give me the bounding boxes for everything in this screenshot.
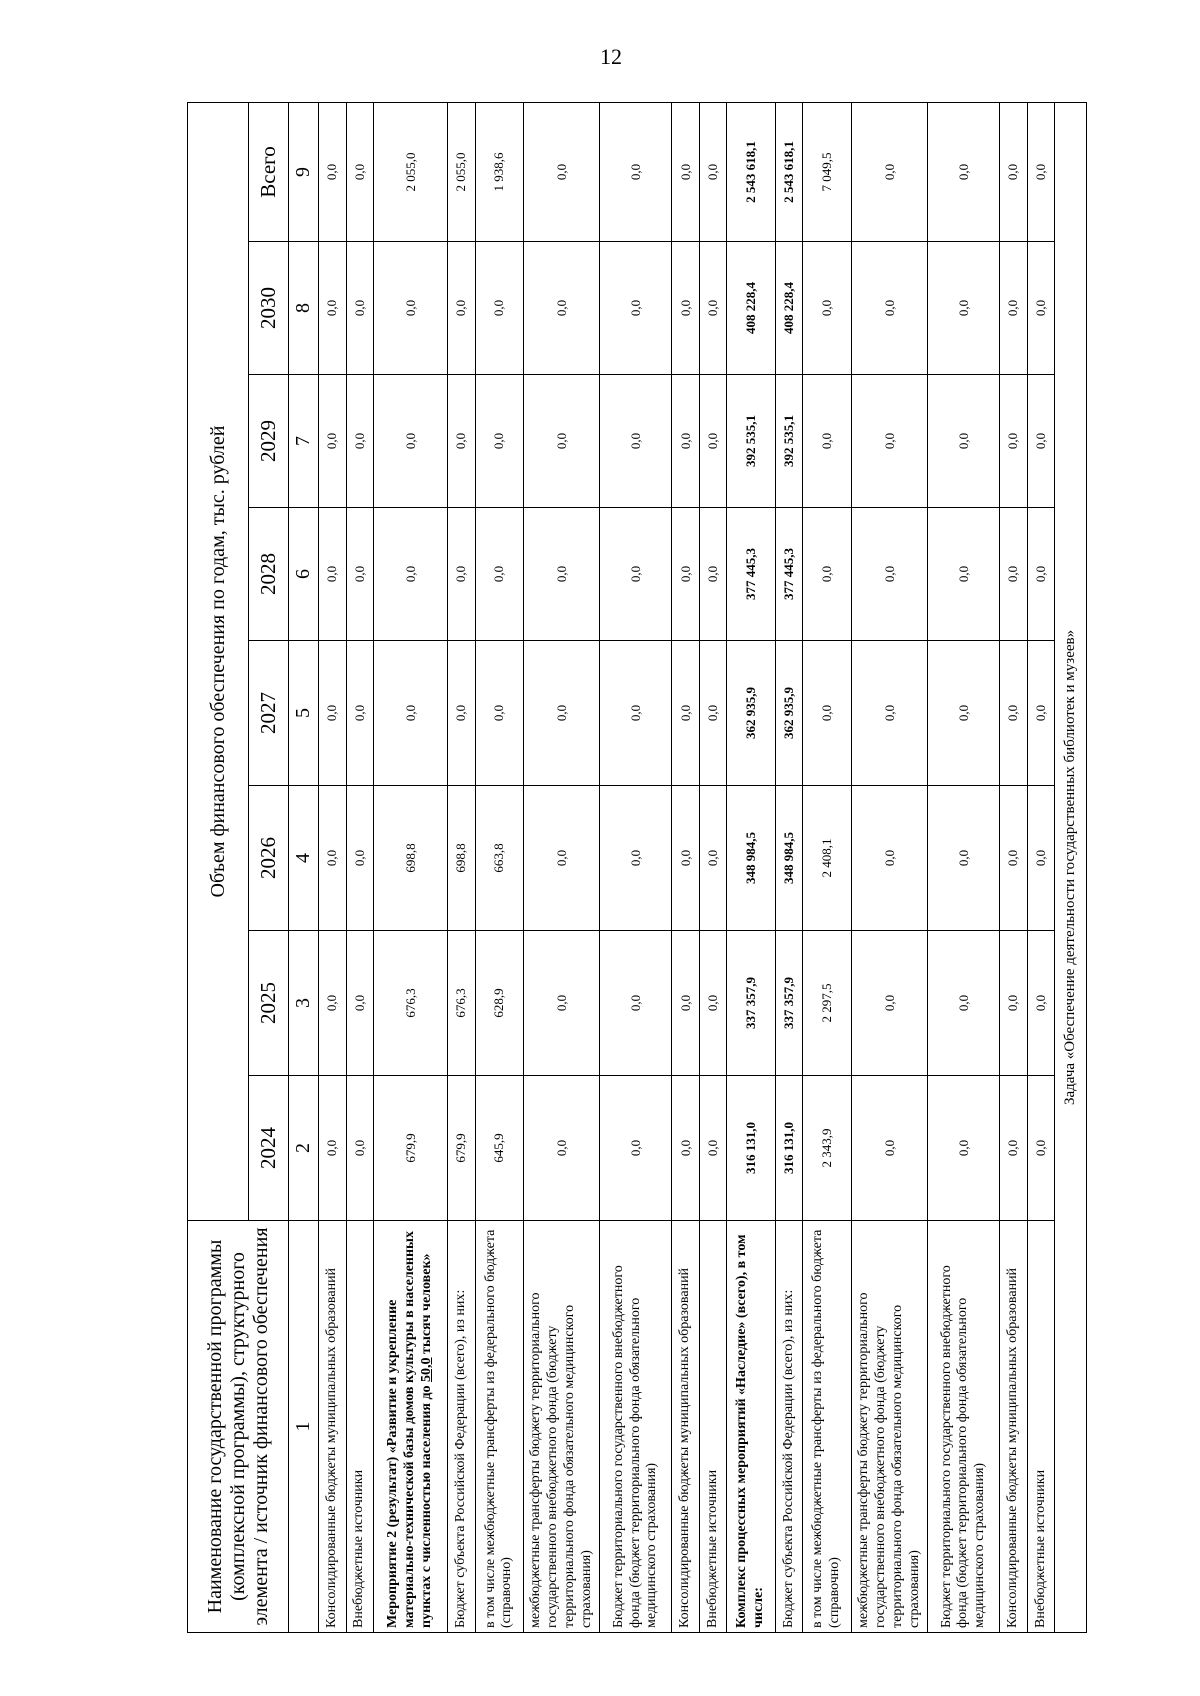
- cell-value: 0,0: [672, 242, 699, 375]
- row-name: Консолидированные бюджеты муниципальных образований: [1000, 1221, 1027, 1633]
- cell-value: 0,0: [672, 641, 699, 786]
- cell-value: 0,0: [448, 641, 475, 786]
- cell-value: 0,0: [475, 375, 524, 508]
- cell-value: 0,0: [346, 1076, 373, 1221]
- table-row: [475, 102, 524, 1632]
- header-total: Всего: [249, 102, 289, 241]
- cell-value: 0,0: [319, 375, 346, 508]
- column-number: 9: [289, 102, 319, 241]
- cell-value: 663,8: [475, 786, 524, 931]
- cell-value: 0,0: [600, 508, 672, 641]
- cell-value: 0,0: [346, 375, 373, 508]
- cell-value: 1 938,6: [475, 102, 524, 241]
- table-row: [928, 102, 1000, 1632]
- row-name: Внебюджетные источники: [699, 1221, 726, 1633]
- cell-value: 0,0: [672, 508, 699, 641]
- cell-value: 0,0: [672, 102, 699, 241]
- cell-value: 377 445,3: [775, 508, 802, 641]
- cell-value: 0,0: [346, 102, 373, 241]
- cell-value: 0,0: [374, 242, 448, 375]
- column-number: 1: [289, 1221, 319, 1633]
- header-volume: Объем финансового обеспечения по годам, тыс. рублей: [188, 102, 249, 1220]
- cell-value: 0,0: [928, 508, 1000, 641]
- cell-value: 2 055,0: [448, 102, 475, 241]
- cell-value: 0,0: [448, 508, 475, 641]
- cell-value: 0,0: [1000, 931, 1027, 1076]
- column-number: 4: [289, 786, 319, 931]
- cell-value: 0,0: [1027, 375, 1054, 508]
- cell-value: 408 228,4: [727, 242, 776, 375]
- cell-value: 0,0: [374, 641, 448, 786]
- table-row: [699, 102, 726, 1632]
- cell-value: 0,0: [319, 641, 346, 786]
- cell-value: 0,0: [699, 102, 726, 241]
- cell-value: 0,0: [928, 786, 1000, 931]
- cell-value: 0,0: [1000, 1076, 1027, 1221]
- cell-value: 0,0: [928, 931, 1000, 1076]
- column-number: 5: [289, 641, 319, 786]
- row-name-part: Мероприятие 2 (результат) «Развитие и укрепление материально-технической базы домов культуры в населенных пунктах с численностью населения до: [385, 1231, 434, 1628]
- row-name: Консолидированные бюджеты муниципальных образований: [672, 1221, 699, 1633]
- cell-value: 2 055,0: [374, 102, 448, 241]
- cell-value: 0,0: [852, 242, 928, 375]
- table-row: [727, 102, 776, 1632]
- cell-value: 0,0: [672, 375, 699, 508]
- cell-value: 0,0: [699, 508, 726, 641]
- page-number: 12: [600, 44, 622, 69]
- header-year: 2025: [249, 931, 289, 1076]
- column-number: 2: [289, 1076, 319, 1221]
- cell-value: 0,0: [319, 1076, 346, 1221]
- cell-value: 0,0: [699, 641, 726, 786]
- rotated-table-container: [187, 103, 1087, 1633]
- cell-value: 0,0: [524, 508, 600, 641]
- row-name: Бюджет территориального государственного внебюджетного фонда (бюджет территориального фонда обязательного медицинского страхования): [600, 1221, 672, 1633]
- cell-value: 0,0: [852, 102, 928, 241]
- row-name-underlined: 50,0: [418, 1357, 434, 1382]
- cell-value: 0,0: [699, 375, 726, 508]
- cell-value: 408 228,4: [775, 242, 802, 375]
- cell-value: 0,0: [928, 375, 1000, 508]
- cell-value: 676,3: [374, 931, 448, 1076]
- row-name: [374, 1221, 448, 1633]
- cell-value: 0,0: [600, 641, 672, 786]
- cell-value: 0,0: [803, 242, 852, 375]
- cell-value: 2 408,1: [803, 786, 852, 931]
- cell-value: 2 543 618,1: [727, 102, 776, 241]
- cell-value: 0,0: [852, 786, 928, 931]
- row-name: межбюджетные трансферты бюджету территориального государственного внебюджетного фонда (бюджету территориального фонда обязательного медицинского страхования): [852, 1221, 928, 1633]
- header-year: 2030: [249, 242, 289, 375]
- column-number: 3: [289, 931, 319, 1076]
- cell-value: 337 357,9: [727, 931, 776, 1076]
- cell-value: 0,0: [1000, 102, 1027, 241]
- table-row: [1055, 102, 1087, 1632]
- column-number: 7: [289, 375, 319, 508]
- cell-value: 0,0: [524, 931, 600, 1076]
- cell-value: 0,0: [1027, 1076, 1054, 1221]
- row-name: Консолидированные бюджеты муниципальных образований: [319, 1221, 346, 1633]
- cell-value: 645,9: [475, 1076, 524, 1221]
- cell-value: 0,0: [346, 786, 373, 931]
- cell-value: 0,0: [524, 242, 600, 375]
- financing-table: [187, 102, 1087, 1633]
- cell-value: 0,0: [448, 375, 475, 508]
- cell-value: 0,0: [803, 641, 852, 786]
- cell-value: 0,0: [852, 508, 928, 641]
- cell-value: 0,0: [672, 786, 699, 931]
- cell-value: 0,0: [928, 102, 1000, 241]
- row-name-part: тысяч человек»: [418, 1253, 434, 1358]
- cell-value: 0,0: [852, 375, 928, 508]
- row-name: Внебюджетные источники: [1027, 1221, 1054, 1633]
- cell-value: 679,9: [374, 1076, 448, 1221]
- cell-value: 0,0: [1000, 242, 1027, 375]
- cell-value: 698,8: [448, 786, 475, 931]
- header-year: 2024: [249, 1076, 289, 1221]
- cell-value: 0,0: [319, 931, 346, 1076]
- cell-value: 0,0: [346, 931, 373, 1076]
- cell-value: 0,0: [524, 375, 600, 508]
- cell-value: 0,0: [1027, 931, 1054, 1076]
- cell-value: 316 131,0: [775, 1076, 802, 1221]
- cell-value: 676,3: [448, 931, 475, 1076]
- cell-value: 0,0: [1027, 786, 1054, 931]
- cell-value: 392 535,1: [775, 375, 802, 508]
- cell-value: 0,0: [319, 242, 346, 375]
- cell-value: 0,0: [803, 375, 852, 508]
- cell-value: 0,0: [1000, 786, 1027, 931]
- cell-value: 0,0: [672, 931, 699, 1076]
- table-row: [319, 102, 346, 1632]
- table-row: [346, 102, 373, 1632]
- cell-value: 0,0: [1027, 242, 1054, 375]
- table-row: [672, 102, 699, 1632]
- cell-value: 679,9: [448, 1076, 475, 1221]
- cell-value: 0,0: [600, 786, 672, 931]
- cell-value: 392 535,1: [727, 375, 776, 508]
- column-number: 6: [289, 508, 319, 641]
- cell-value: 0,0: [524, 641, 600, 786]
- cell-value: 0,0: [852, 641, 928, 786]
- header-year: 2026: [249, 786, 289, 931]
- cell-value: 0,0: [699, 786, 726, 931]
- cell-value: 0,0: [1000, 641, 1027, 786]
- cell-value: 0,0: [803, 508, 852, 641]
- row-name: межбюджетные трансферты бюджету территориального государственного внебюджетного фонда (бюджету территориального фонда обязательного медицинского страхования): [524, 1221, 600, 1633]
- table-row: [524, 102, 600, 1632]
- table-row: [1027, 102, 1054, 1632]
- cell-value: 698,8: [374, 786, 448, 931]
- cell-value: 0,0: [346, 641, 373, 786]
- cell-value: 0,0: [699, 242, 726, 375]
- cell-value: 0,0: [319, 786, 346, 931]
- cell-value: 0,0: [346, 242, 373, 375]
- cell-value: 0,0: [1000, 375, 1027, 508]
- cell-value: 0,0: [346, 508, 373, 641]
- row-name: Бюджет субъекта Российской Федерации (всего), из них:: [448, 1221, 475, 1633]
- cell-value: 0,0: [475, 508, 524, 641]
- cell-value: 316 131,0: [727, 1076, 776, 1221]
- cell-value: 0,0: [600, 375, 672, 508]
- cell-value: 0,0: [600, 1076, 672, 1221]
- cell-value: 0,0: [319, 508, 346, 641]
- cell-value: 0,0: [600, 931, 672, 1076]
- cell-value: 0,0: [374, 508, 448, 641]
- cell-value: 362 935,9: [775, 641, 802, 786]
- cell-value: 0,0: [475, 641, 524, 786]
- cell-value: 2 543 618,1: [775, 102, 802, 241]
- cell-value: 337 357,9: [775, 931, 802, 1076]
- cell-value: 0,0: [524, 102, 600, 241]
- cell-value: 0,0: [1027, 641, 1054, 786]
- cell-value: 348 984,5: [727, 786, 776, 931]
- cell-value: 0,0: [475, 242, 524, 375]
- cell-value: 0,0: [374, 375, 448, 508]
- cell-value: 0,0: [699, 931, 726, 1076]
- header-year: 2027: [249, 641, 289, 786]
- cell-value: 0,0: [448, 242, 475, 375]
- table-row: [803, 102, 852, 1632]
- cell-value: 0,0: [1027, 508, 1054, 641]
- cell-value: 0,0: [1027, 102, 1054, 241]
- cell-value: 0,0: [928, 641, 1000, 786]
- cell-value: 0,0: [319, 102, 346, 241]
- cell-value: 0,0: [928, 1076, 1000, 1221]
- cell-value: 0,0: [928, 242, 1000, 375]
- cell-value: 0,0: [852, 931, 928, 1076]
- cell-value: 0,0: [600, 102, 672, 241]
- row-name: Бюджет субъекта Российской Федерации (всего), из них:: [775, 1221, 802, 1633]
- header-year: 2029: [249, 375, 289, 508]
- row-name: Внебюджетные источники: [346, 1221, 373, 1633]
- table-row: [852, 102, 928, 1632]
- cell-value: 0,0: [600, 242, 672, 375]
- task-title: Задача «Обеспечение деятельности государственных библиотек и музеев»: [1055, 102, 1087, 1632]
- cell-value: 628,9: [475, 931, 524, 1076]
- row-name: Комплекс процессных мероприятий «Наследие» (всего), в том числе:: [727, 1221, 776, 1633]
- row-name: Бюджет территориального государственного внебюджетного фонда (бюджет территориального фонда обязательного медицинского страхования): [928, 1221, 1000, 1633]
- cell-value: 2 297,5: [803, 931, 852, 1076]
- table-row: [1000, 102, 1027, 1632]
- cell-value: 362 935,9: [727, 641, 776, 786]
- cell-value: 2 343,9: [803, 1076, 852, 1221]
- cell-value: 377 445,3: [727, 508, 776, 641]
- cell-value: 348 984,5: [775, 786, 802, 931]
- row-name: в том числе межбюджетные трансферты из федерального бюджета (справочно): [803, 1221, 852, 1633]
- cell-value: 0,0: [852, 1076, 928, 1221]
- header-year: 2028: [249, 508, 289, 641]
- cell-value: 0,0: [672, 1076, 699, 1221]
- table-row: [775, 102, 802, 1632]
- column-number: 8: [289, 242, 319, 375]
- cell-value: 7 049,5: [803, 102, 852, 241]
- table-row: [448, 102, 475, 1632]
- cell-value: 0,0: [524, 1076, 600, 1221]
- table-row: [374, 102, 448, 1632]
- table-row: [600, 102, 672, 1632]
- cell-value: 0,0: [1000, 508, 1027, 641]
- cell-value: 0,0: [524, 786, 600, 931]
- header-name-column: Наименование государственной программы (комплексной программы), структурного элемента / источник финансового обеспечения: [188, 1221, 289, 1633]
- row-name: в том числе межбюджетные трансферты из федерального бюджета (справочно): [475, 1221, 524, 1633]
- cell-value: 0,0: [699, 1076, 726, 1221]
